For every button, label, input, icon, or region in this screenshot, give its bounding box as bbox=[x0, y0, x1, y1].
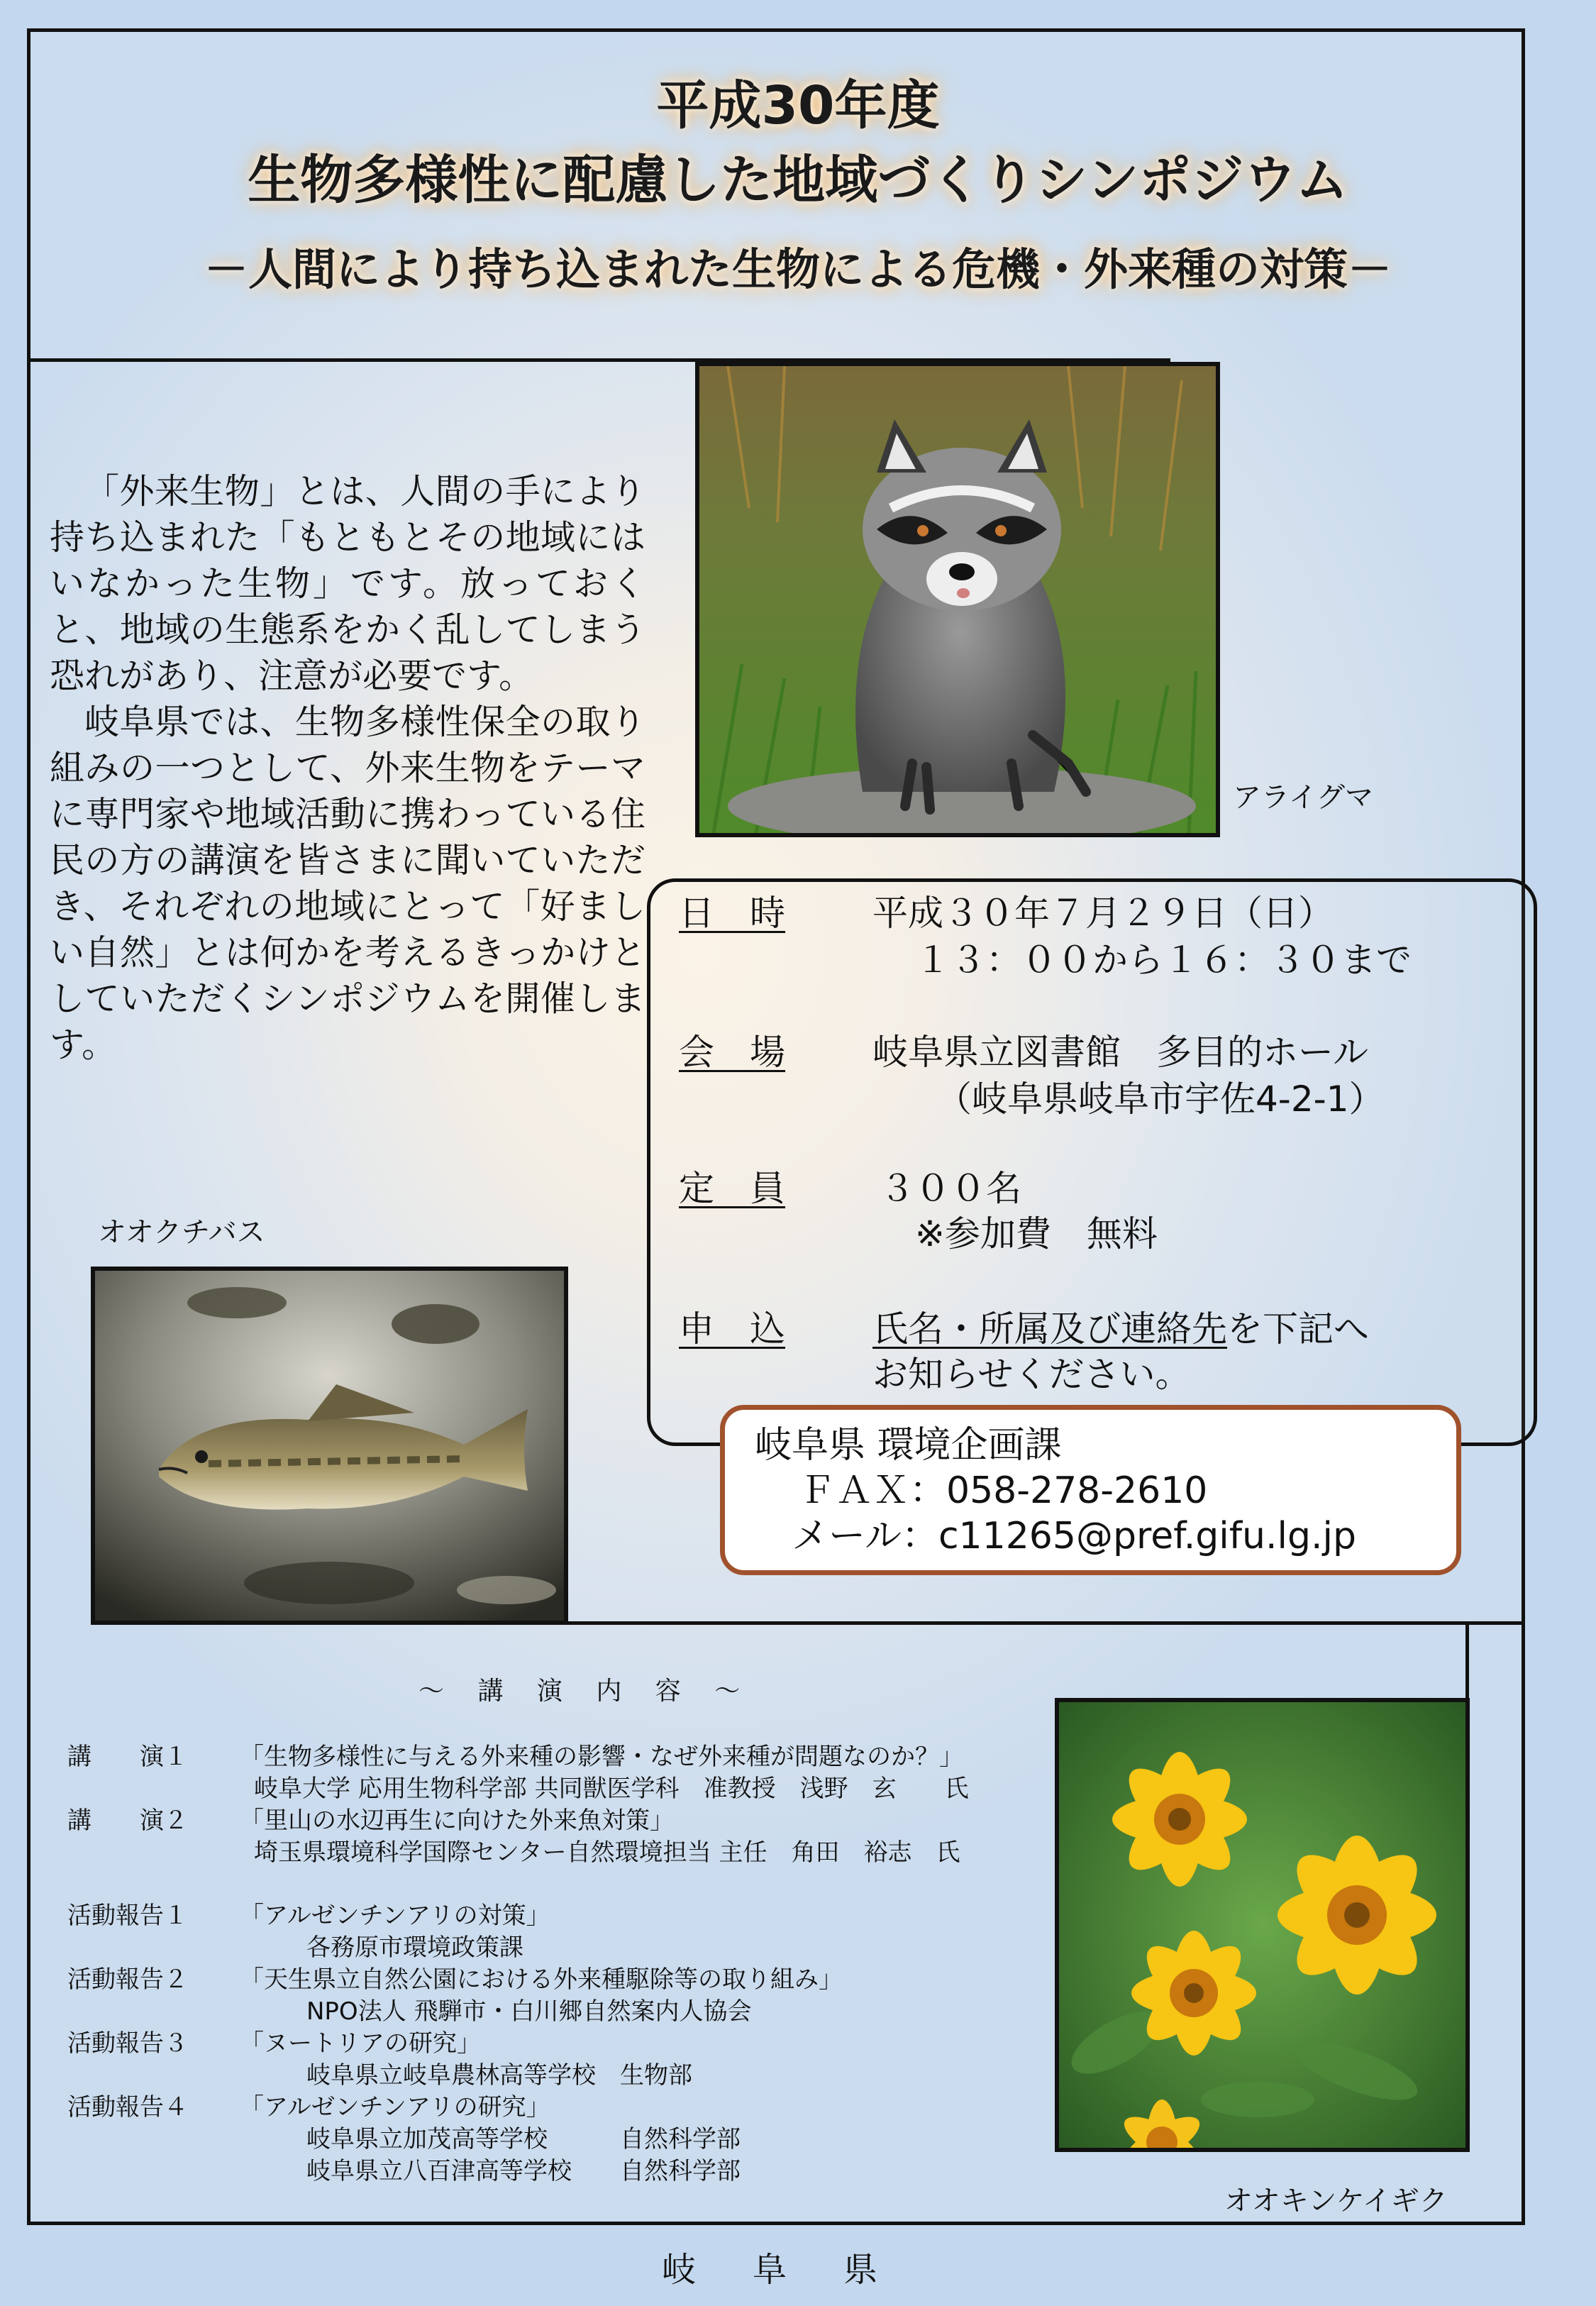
venue-address: （岐阜県岐阜市宇佐4-2-1） bbox=[936, 1078, 1385, 1120]
program-item-2-kind: 講 演２ bbox=[67, 1806, 188, 1835]
apply-label: 申 込 bbox=[679, 1308, 785, 1350]
venue-row bbox=[679, 1030, 1516, 1122]
program-item-5-title: 「ヌートリアの研究」 bbox=[240, 2029, 481, 2058]
program-item-1-kind: 講 演１ bbox=[67, 1743, 188, 1771]
date-value: 平成３０年７月２９日（日） bbox=[872, 893, 1334, 934]
flower-image bbox=[1059, 1702, 1465, 2148]
contact-box bbox=[720, 1405, 1461, 1575]
program-item-3-speaker: 各務原市環境政策課 bbox=[306, 1933, 523, 1962]
program-item-5-speaker: 岐阜県立岐阜農林高等学校 生物部 bbox=[306, 2061, 692, 2090]
capacity-value: ３００名 bbox=[880, 1168, 1021, 1209]
middle-divider bbox=[564, 1621, 1525, 1625]
bass-photo bbox=[91, 1267, 568, 1625]
program-item-4-speaker: NPO法人 飛騨市・白川郷自然案内人協会 bbox=[306, 1997, 752, 2026]
apply-row bbox=[679, 1306, 1516, 1399]
program-item-4-kind: 活動報告２ bbox=[67, 1965, 188, 1994]
apply-value-underlined: 氏名・所属及び連絡先 bbox=[872, 1308, 1227, 1350]
venue-label: 会 場 bbox=[679, 1032, 785, 1073]
capacity-row bbox=[679, 1166, 1516, 1258]
time-value: １３：００から１６：３０まで bbox=[915, 939, 1412, 981]
program-item-6-kind: 活動報告４ bbox=[67, 2093, 188, 2122]
program-item-2-title: 「里山の水辺再生に向けた外来魚対策」 bbox=[240, 1806, 674, 1835]
apply-value-line2: お知らせください。 bbox=[872, 1354, 1191, 1395]
program-item-6-speaker: 岐阜県立加茂高等学校 自然科学部 bbox=[306, 2125, 741, 2153]
footer-organizer: 岐阜県 bbox=[661, 2250, 934, 2290]
fee-value: ※参加費 無料 bbox=[915, 1213, 1158, 1254]
title-year: 平成30年度 bbox=[656, 75, 940, 136]
raccoon-caption: アライグマ bbox=[1233, 781, 1373, 814]
intro-paragraph-1: 「外来生物」とは、人間の手により持ち込まれた「もともとその地域にはいなかった生物」です。放っておくと、地域の生態系をかく乱してしまう恐れがあり、注意が必要です。 bbox=[50, 471, 645, 696]
program-item-5-kind: 活動報告３ bbox=[67, 2029, 188, 2058]
contact-fax: ＦＡＸ：058-278-2610 bbox=[799, 1469, 1208, 1512]
intro-paragraph-2: 岐阜県では、生物多様性保全の取り組みの一つとして、外来生物をテーマに専門家や地域活動に携わっている住民の方の講演を皆さまに聞いていただき、それぞれの地域にとって「好ましい自然」とは何かを考えるきっかけとしていただくシンポジウムを開催します。 bbox=[50, 702, 645, 1065]
bass-caption: オオクチバス bbox=[98, 1216, 265, 1249]
raccoon-photo bbox=[695, 362, 1220, 837]
event-info-box bbox=[647, 878, 1537, 1446]
contact-office: 岐阜県 環境企画課 bbox=[755, 1424, 1062, 1467]
venue-value: 岐阜県立図書館 多目的ホール bbox=[872, 1032, 1368, 1073]
flower-caption: オオキンケイギク bbox=[1224, 2185, 1448, 2217]
contact-mail[interactable]: メール：c11265@pref.gifu.lg.jp bbox=[792, 1515, 1356, 1557]
title-subtitle: －人間により持ち込まれた生物による危機・外来種の対策－ bbox=[204, 243, 1392, 295]
program-item-6-title: 「アルゼンチンアリの研究」 bbox=[240, 2093, 550, 2122]
date-label: 日 時 bbox=[679, 893, 785, 934]
program-item-6-speaker-2: 岐阜県立八百津高等学校 自然科学部 bbox=[306, 2157, 741, 2185]
flower-photo bbox=[1055, 1698, 1470, 2152]
title-main: 生物多様性に配慮した地域づくりシンポジウム bbox=[248, 150, 1348, 211]
program-heading: ～ 講 演 内 容 ～ bbox=[419, 1677, 753, 1706]
date-row bbox=[679, 890, 1516, 983]
program-item-3-kind: 活動報告１ bbox=[67, 1902, 188, 1930]
flower-3 bbox=[1131, 1931, 1256, 2056]
bass-image bbox=[95, 1271, 564, 1621]
flower-2 bbox=[1278, 1836, 1436, 1995]
apply-value bbox=[872, 1306, 1369, 1352]
program-item-3-title: 「アルゼンチンアリの対策」 bbox=[240, 1902, 550, 1930]
intro-text bbox=[50, 468, 645, 1068]
apply-value-rest: を下記へ bbox=[1227, 1308, 1369, 1350]
capacity-label: 定 員 bbox=[679, 1168, 785, 1209]
flower-1 bbox=[1112, 1752, 1247, 1887]
program-item-1-title: 「生物多様性に与える外来種の影響・なぜ外来種が問題なのか？」 bbox=[240, 1743, 963, 1771]
flower-divider bbox=[1465, 1621, 1469, 1699]
raccoon-image bbox=[699, 366, 1216, 833]
program-item-2-speaker: 埼玉県環境科学国際センター自然環境担当 主任 角田 裕志 氏 bbox=[254, 1838, 960, 1867]
program-item-1-speaker: 岐阜大学 応用生物科学部 共同獣医学科 准教授 浅野 玄 氏 bbox=[254, 1775, 969, 1803]
program-item-4-title: 「天生県立自然公園における外来種駆除等の取り組み」 bbox=[240, 1965, 843, 1994]
